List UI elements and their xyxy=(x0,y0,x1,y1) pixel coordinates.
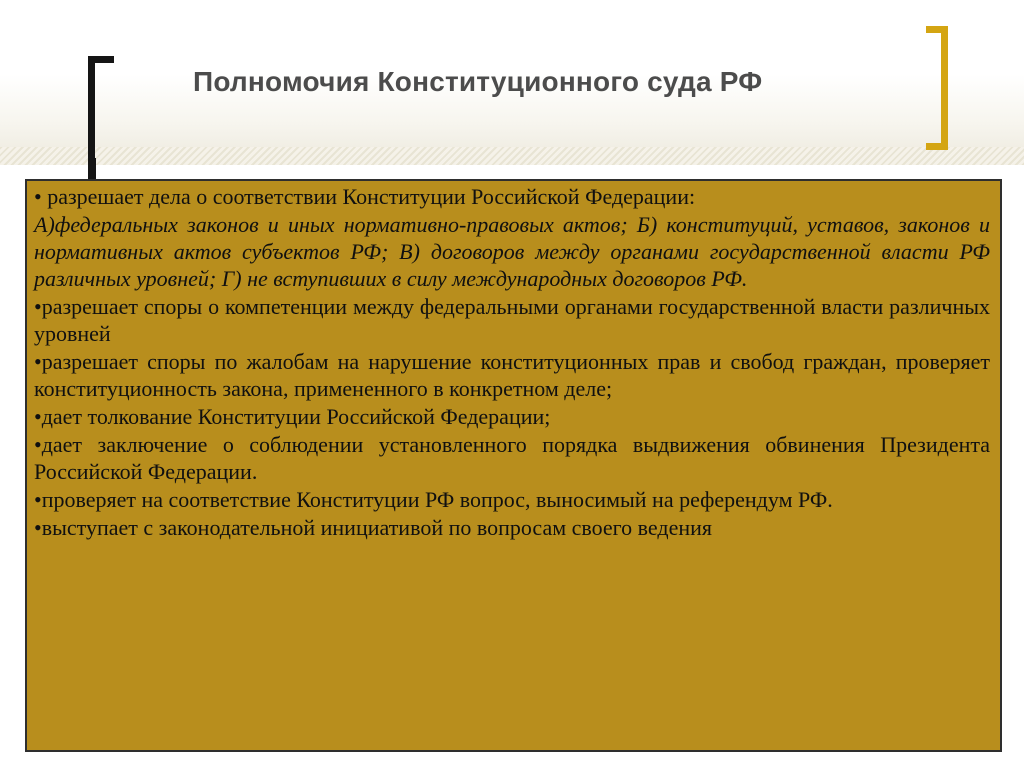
content-box xyxy=(25,179,1002,752)
list-item-subpoints: А)федеральных законов и иных нормативно-правовых актов; Б) конституций, уставов, законов и нормативных актов субъектов РФ; В) договоров между органами государственной власти РФ различных уровней; Г) не вступивших в силу международных договоров РФ. xyxy=(34,212,990,291)
list-item-legislative-initiative: •выступает с законодательной инициативой по вопросам своего ведения xyxy=(34,515,713,540)
list-item-competence-disputes: •разрешает споры о компетенции между федеральными органами государственной власти различных уровней xyxy=(34,294,990,346)
list-item-impeachment-opinion: •дает заключение о соблюдении установленного порядка выдвижения обвинения Президента Российской Федерации. xyxy=(34,432,990,484)
left-bracket-decoration xyxy=(88,56,114,163)
list-item-courts-cases: • разрешает дела о соответствии Конституции Российской Федерации: xyxy=(34,184,696,209)
list-item-complaints: •разрешает споры по жалобам на нарушение конституционных прав и свобод граждан, проверяет конституционность закона, примененного в конкретном деле; xyxy=(34,349,990,401)
slide-title: Полномочия Конституционного суда РФ xyxy=(193,66,763,97)
left-bracket-stem xyxy=(88,158,96,180)
list-item-interpretation: •дает толкование Конституции Российской Федерации; xyxy=(34,404,551,429)
list-item-referendum-check: •проверяет на соответствие Конституции РФ вопрос, выносимый на референдум РФ. xyxy=(34,487,833,512)
right-bracket-decoration xyxy=(926,26,948,150)
decorative-stripe-band xyxy=(0,147,1024,165)
